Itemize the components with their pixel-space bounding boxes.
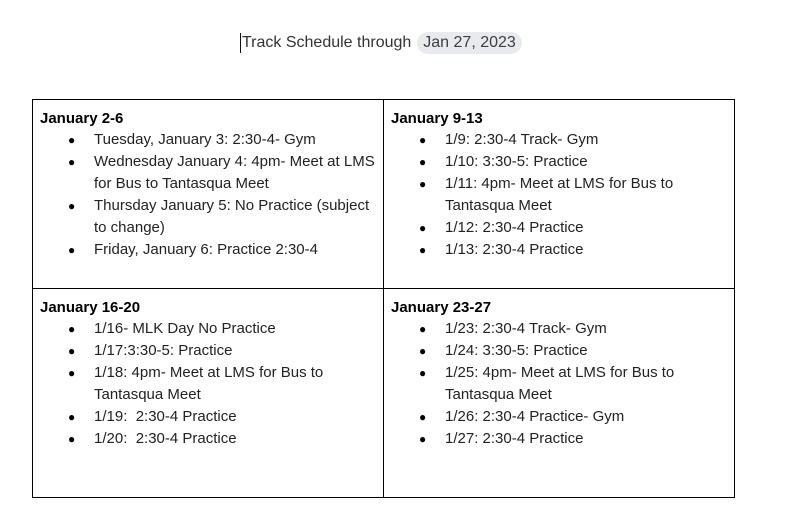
bullet-icon: ● xyxy=(419,133,427,147)
list-item xyxy=(68,340,376,362)
list-item-text: 1/24: 3:30-5: Practice xyxy=(445,342,588,359)
week-items xyxy=(391,318,727,450)
list-item-text: 1/25: 4pm- Meet at LMS for Bus to Tantasqua Meet xyxy=(445,364,675,403)
bullet-icon: ● xyxy=(419,432,427,446)
list-item xyxy=(419,239,727,261)
week-heading: January 16-20 xyxy=(40,299,141,316)
bullet-icon: ● xyxy=(419,177,427,191)
list-item-text: Wednesday January 4: 4pm- Meet at LMS for Bus to Tantasqua Meet xyxy=(94,153,375,192)
list-item xyxy=(419,362,727,406)
schedule-table xyxy=(32,99,735,498)
table-row xyxy=(33,289,735,498)
list-item-text: 1/19: 2:30-4 Practice xyxy=(94,408,237,425)
list-item-text: Friday, January 6: Practice 2:30-4 xyxy=(94,241,318,258)
list-item xyxy=(419,217,727,239)
list-item-text: 1/27: 2:30-4 Practice xyxy=(445,430,584,447)
week-cell[interactable] xyxy=(33,100,384,289)
list-item xyxy=(419,129,727,151)
list-item-text: 1/23: 2:30-4 Track- Gym xyxy=(445,320,607,337)
list-item xyxy=(68,428,376,450)
week-cell[interactable] xyxy=(384,100,735,289)
list-item xyxy=(419,340,727,362)
document-title[interactable]: Track Schedule through xyxy=(242,34,412,51)
bullet-icon: ● xyxy=(68,410,76,424)
list-item-text: 1/20: 2:30-4 Practice xyxy=(94,430,237,447)
bullet-icon: ● xyxy=(68,199,76,213)
bullet-icon: ● xyxy=(419,322,427,336)
list-item xyxy=(419,173,727,217)
list-item xyxy=(419,428,727,450)
bullet-icon: ● xyxy=(419,155,427,169)
bullet-icon: ● xyxy=(68,155,76,169)
bullet-icon: ● xyxy=(68,344,76,358)
week-items xyxy=(391,129,727,261)
list-item xyxy=(419,318,727,340)
week-cell[interactable] xyxy=(384,289,735,498)
bullet-icon: ● xyxy=(419,410,427,424)
list-item xyxy=(68,129,376,151)
list-item-text: 1/12: 2:30-4 Practice xyxy=(445,219,584,236)
list-item-text: 1/26: 2:30-4 Practice- Gym xyxy=(445,408,625,425)
text-cursor xyxy=(240,33,241,53)
list-item-text: 1/16- MLK Day No Practice xyxy=(94,320,276,337)
list-item-text: 1/13: 2:30-4 Practice xyxy=(445,241,584,258)
week-items xyxy=(40,318,376,450)
table-row xyxy=(33,100,735,289)
list-item-text: Tuesday, January 3: 2:30-4- Gym xyxy=(94,131,316,148)
list-item-text: 1/18: 4pm- Meet at LMS for Bus to Tantasqua Meet xyxy=(94,364,324,403)
bullet-icon: ● xyxy=(68,243,76,257)
week-heading: January 9-13 xyxy=(391,110,483,127)
week-heading: January 23-27 xyxy=(391,299,492,316)
date-chip[interactable]: Jan 27, 2023 xyxy=(417,32,522,54)
list-item-text: Thursday January 5: No Practice (subject to change) xyxy=(94,197,370,236)
bullet-icon: ● xyxy=(419,344,427,358)
list-item-text: 1/9: 2:30-4 Track- Gym xyxy=(445,131,599,148)
list-item xyxy=(68,151,376,195)
document-title-line xyxy=(240,31,522,55)
list-item xyxy=(419,406,727,428)
list-item xyxy=(68,239,376,261)
list-item-text: 1/10: 3:30-5: Practice xyxy=(445,153,588,170)
week-items xyxy=(40,129,376,261)
list-item xyxy=(419,151,727,173)
list-item xyxy=(68,406,376,428)
list-item xyxy=(68,362,376,406)
bullet-icon: ● xyxy=(68,366,76,380)
list-item xyxy=(68,318,376,340)
week-heading: January 2-6 xyxy=(40,110,124,127)
list-item-text: 1/11: 4pm- Meet at LMS for Bus to Tantasqua Meet xyxy=(445,175,674,214)
bullet-icon: ● xyxy=(68,432,76,446)
week-cell[interactable] xyxy=(33,289,384,498)
bullet-icon: ● xyxy=(419,243,427,257)
bullet-icon: ● xyxy=(68,322,76,336)
bullet-icon: ● xyxy=(68,133,76,147)
bullet-icon: ● xyxy=(419,366,427,380)
list-item xyxy=(68,195,376,239)
bullet-icon: ● xyxy=(419,221,427,235)
list-item-text: 1/17:3:30-5: Practice xyxy=(94,342,233,359)
